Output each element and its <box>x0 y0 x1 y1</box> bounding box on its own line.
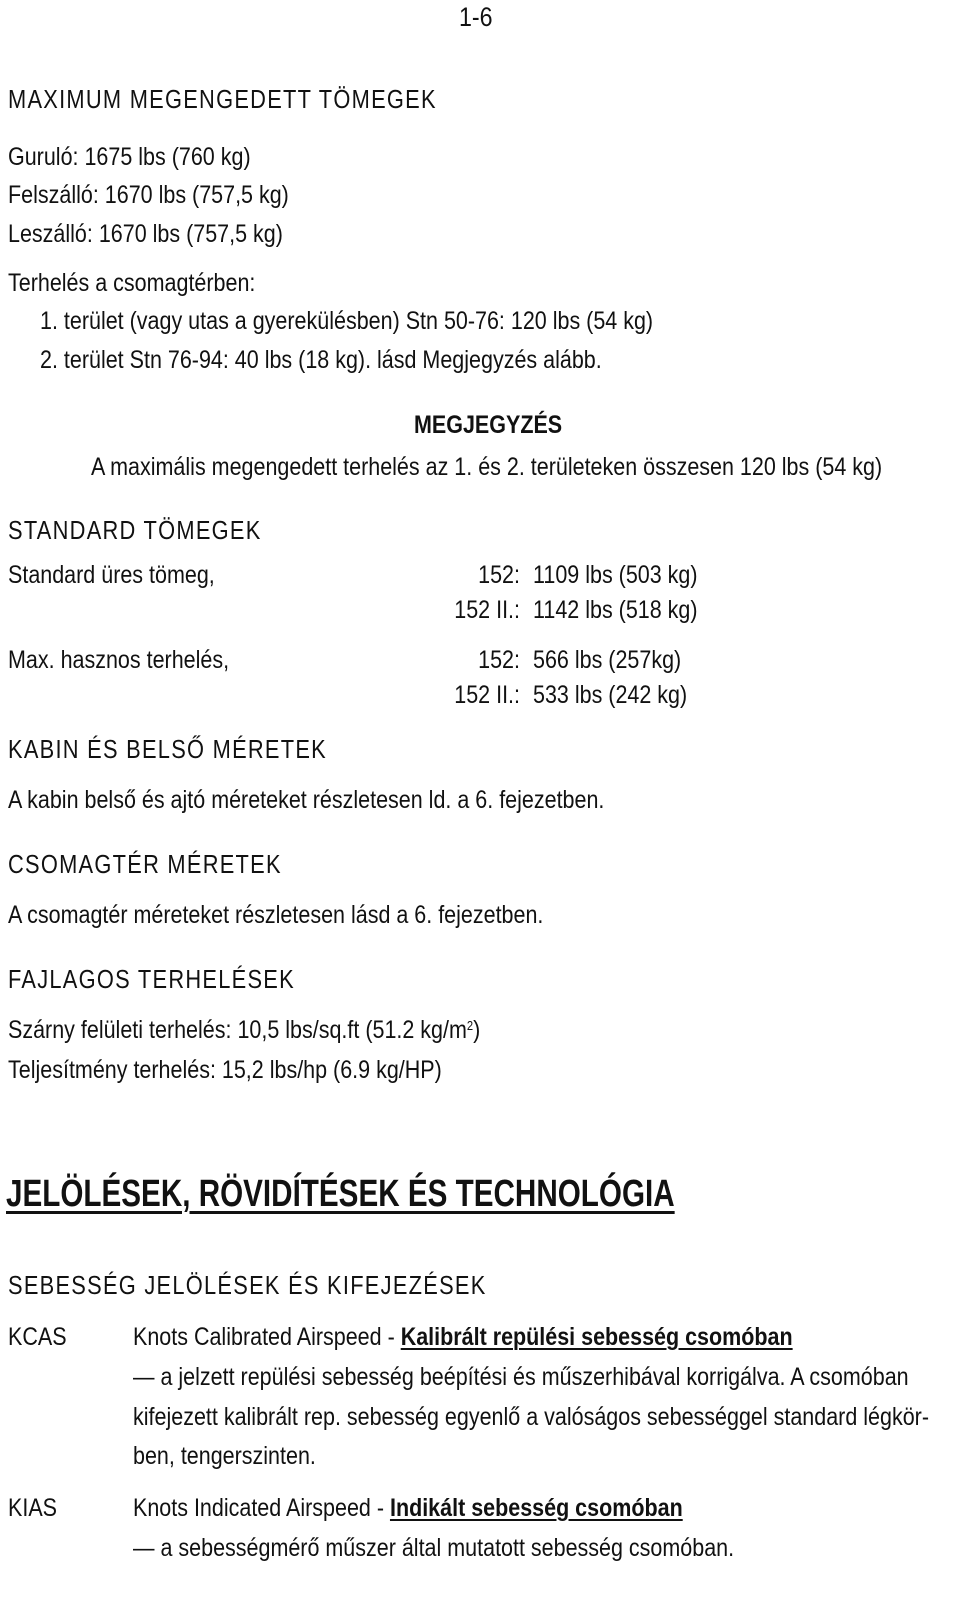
empty-weight-value-152-ii: 1142 lbs (518 kg) <box>533 596 698 624</box>
empty-weight-model-152: 152: <box>478 561 520 589</box>
useful-load-value-152-ii: 533 lbs (242 kg) <box>533 681 688 709</box>
kcas-abbr: KCAS <box>8 1323 67 1351</box>
kcas-english: Knots Calibrated Airspeed - <box>133 1323 401 1351</box>
empty-weight-label: Standard üres tömeg, <box>8 561 215 589</box>
cabin-heading: KABIN ÉS BELSŐ MÉRETEK <box>8 734 328 764</box>
kias-title <box>133 1493 683 1523</box>
cabin-text: A kabin belső és ajtó méreteket részletesen ld. a 6. fejezetben. <box>8 786 605 814</box>
takeoff-weight-line: Felszálló: 1670 lbs (757,5 kg) <box>8 181 289 209</box>
speed-terms-heading: SEBESSÉG JELÖLÉSEK ÉS KIFEJEZÉSEK <box>8 1270 487 1300</box>
page-number: 1-6 <box>459 2 493 32</box>
useful-load-value-152: 566 lbs (257kg) <box>533 646 682 674</box>
cargo-area-2: 2. terület Stn 76-94: 40 lbs (18 kg). lásd Megjegyzés alább. <box>40 346 602 374</box>
kcas-hungarian: Kalibrált repülési sebesség csomóban <box>400 1323 793 1351</box>
kcas-desc-line-1: — a jelzett repülési sebesség beépítési és műszerhibával korrigálva. A csomóban <box>133 1363 909 1391</box>
empty-weight-model-152-ii: 152 II.: <box>454 596 520 624</box>
baggage-text: A csomagtér méreteket részletesen lásd a 6. fejezetben. <box>8 901 544 929</box>
useful-load-model-152-ii: 152 II.: <box>454 681 520 709</box>
useful-load-label: Max. hasznos terhelés, <box>8 646 230 674</box>
wing-loading-line <box>8 1015 480 1045</box>
useful-load-model-152: 152: <box>478 646 520 674</box>
section-title: JELÖLÉSEK, RÖVIDÍTÉSEK ÉS TECHNOLÓGIA <box>6 1173 675 1215</box>
kias-desc-line-1: — a sebességmérő műszer által mutatott sebesség csomóban. <box>133 1534 735 1562</box>
empty-weight-value-152: 1109 lbs (503 kg) <box>533 561 698 589</box>
wing-loading-superscript: 2 <box>466 1018 474 1033</box>
note-title: MEGJEGYZÉS <box>414 411 563 439</box>
max-weights-heading: MAXIMUM MEGENGEDETT TÖMEGEK <box>8 84 437 114</box>
cargo-intro: Terhelés a csomagtérben: <box>8 269 256 297</box>
wing-loading-close: ) <box>473 1016 481 1044</box>
kias-hungarian: Indikált sebesség csomóban <box>389 1494 683 1522</box>
ramp-weight-line: Guruló: 1675 lbs (760 kg) <box>8 143 251 171</box>
baggage-heading: CSOMAGTÉR MÉRETEK <box>8 849 282 879</box>
specific-loadings-heading: FAJLAGOS TERHELÉSEK <box>8 964 295 994</box>
power-loading-line: Teljesítmény terhelés: 15,2 lbs/hp (6.9 kg/HP) <box>8 1056 442 1084</box>
kcas-title <box>133 1322 793 1352</box>
kcas-desc-line-3: ben, tengerszinten. <box>133 1442 316 1470</box>
note-text: A maximális megengedett terhelés az 1. és 2. területeken összesen 120 lbs (54 kg) <box>91 453 883 481</box>
kias-abbr: KIAS <box>8 1494 58 1522</box>
landing-weight-line: Leszálló: 1670 lbs (757,5 kg) <box>8 220 283 248</box>
wing-loading-text: Szárny felületi terhelés: 10,5 lbs/sq.ft (51.2 kg/m <box>8 1016 467 1044</box>
kias-english: Knots Indicated Airspeed - <box>133 1494 390 1522</box>
kcas-desc-line-2: kifejezett kalibrált rep. sebesség egyenlő a valóságos sebességgel standard légkör- <box>133 1403 929 1431</box>
cargo-area-1: 1. terület (vagy utas a gyerekülésben) Stn 50-76: 120 lbs (54 kg) <box>40 307 654 335</box>
standard-weights-heading: STANDARD TÖMEGEK <box>8 515 262 545</box>
